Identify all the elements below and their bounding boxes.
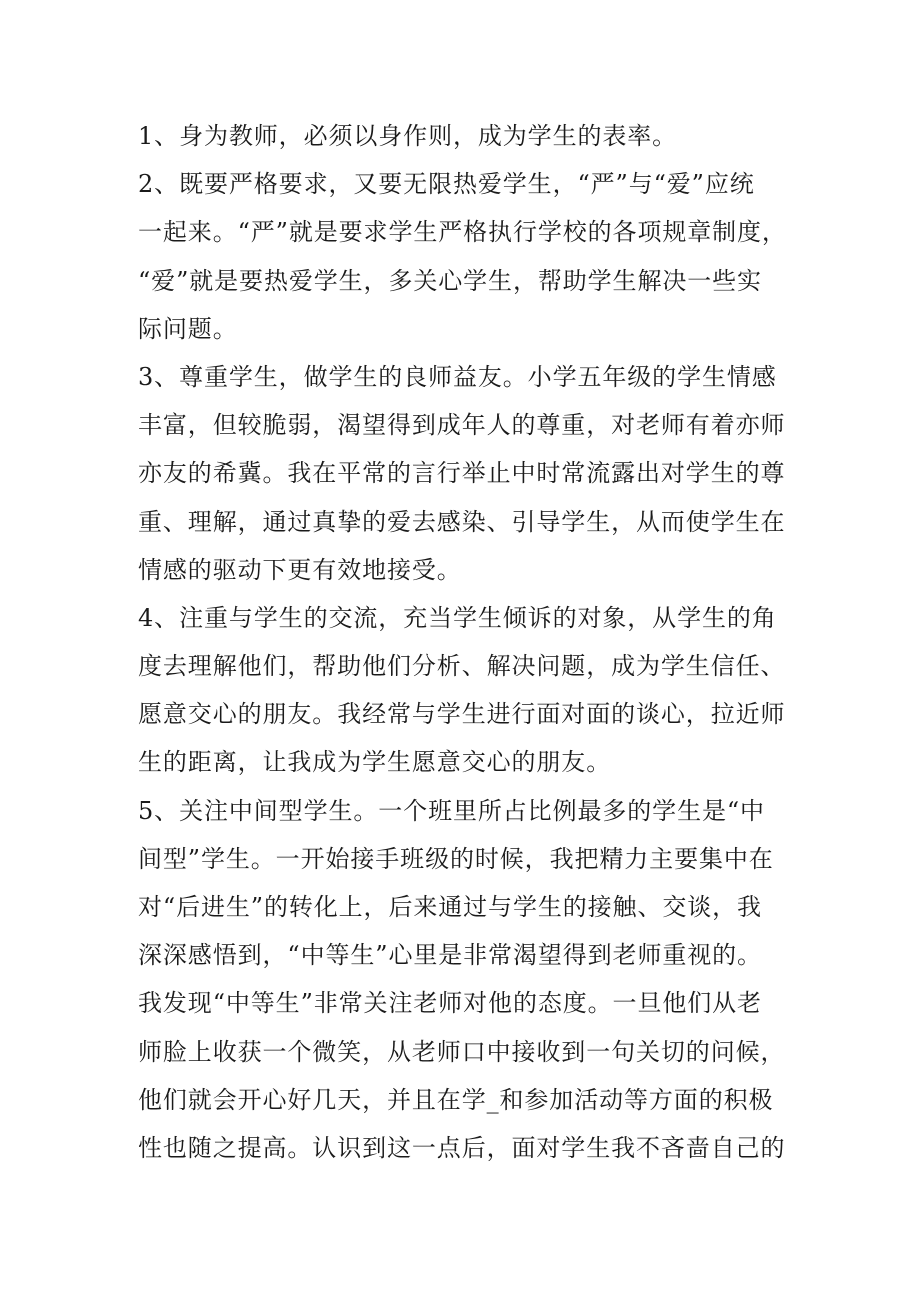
text-line: 丰富，但较脆弱，渴望得到成年人的尊重，对老师有着亦师 (138, 411, 786, 440)
text-line: 2、既要严格要求，又要无限热爱学生，“严”与“爱”应统 (138, 170, 755, 199)
text-line: 度去理解他们，帮助他们分析、解决问题，成为学生信任、 (138, 652, 786, 681)
text-line: 一起来。“严”就是要求学生严格执行学校的各项规章制度， (138, 218, 787, 247)
text-line: 5、关注中间型学生。一个班里所占比例最多的学生是“中 (138, 796, 765, 825)
text-line: 重、理解，通过真挚的爱去感染、引导学生，从而使学生在 (138, 507, 786, 536)
text-line: 我发现“中等生”非常关注老师对他的态度。一旦他们从老 (138, 989, 762, 1018)
text-line: 愿意交心的朋友。我经常与学生进行面对面的谈心，拉近师 (138, 700, 786, 729)
text-line: “爱”就是要热爱学生，多关心学生，帮助学生解决一些实 (138, 266, 762, 295)
document-body (138, 112, 818, 1172)
text-line: 深深感悟到，“中等生”心里是非常渴望得到老师重视的。 (138, 941, 762, 970)
text-line: 际问题。 (138, 314, 238, 343)
text-line: 1、身为教师，必须以身作则，成为学生的表率。 (138, 122, 678, 150)
text-line: 生的距离，让我成为学生愿意交心的朋友。 (138, 748, 612, 777)
text-line: 情感的驱动下更有效地接受。 (138, 555, 462, 584)
text-line: 性也随之提高。认识到这一点后，面对学生我不吝啬自己的 (138, 1133, 786, 1162)
text-line: 对“后进生”的转化上，后来通过与学生的接触、交谈，我 (138, 893, 762, 921)
text-line: 他们就会开心好几天，并且在学_和参加活动等方面的积极 (138, 1085, 774, 1114)
text-line: 师脸上收获一个微笑，从老师口中接收到一句关切的问候， (138, 1037, 786, 1066)
text-line: 亦友的希冀。我在平常的言行举止中时常流露出对学生的尊 (138, 459, 786, 488)
text-line: 4、注重与学生的交流，充当学生倾诉的对象，从学生的角 (138, 603, 777, 632)
text-line: 间型”学生。一开始接手班级的时候，我把精力主要集中在 (138, 844, 774, 873)
text-line: 3、尊重学生，做学生的良师益友。小学五年级的学生情感 (138, 362, 777, 391)
